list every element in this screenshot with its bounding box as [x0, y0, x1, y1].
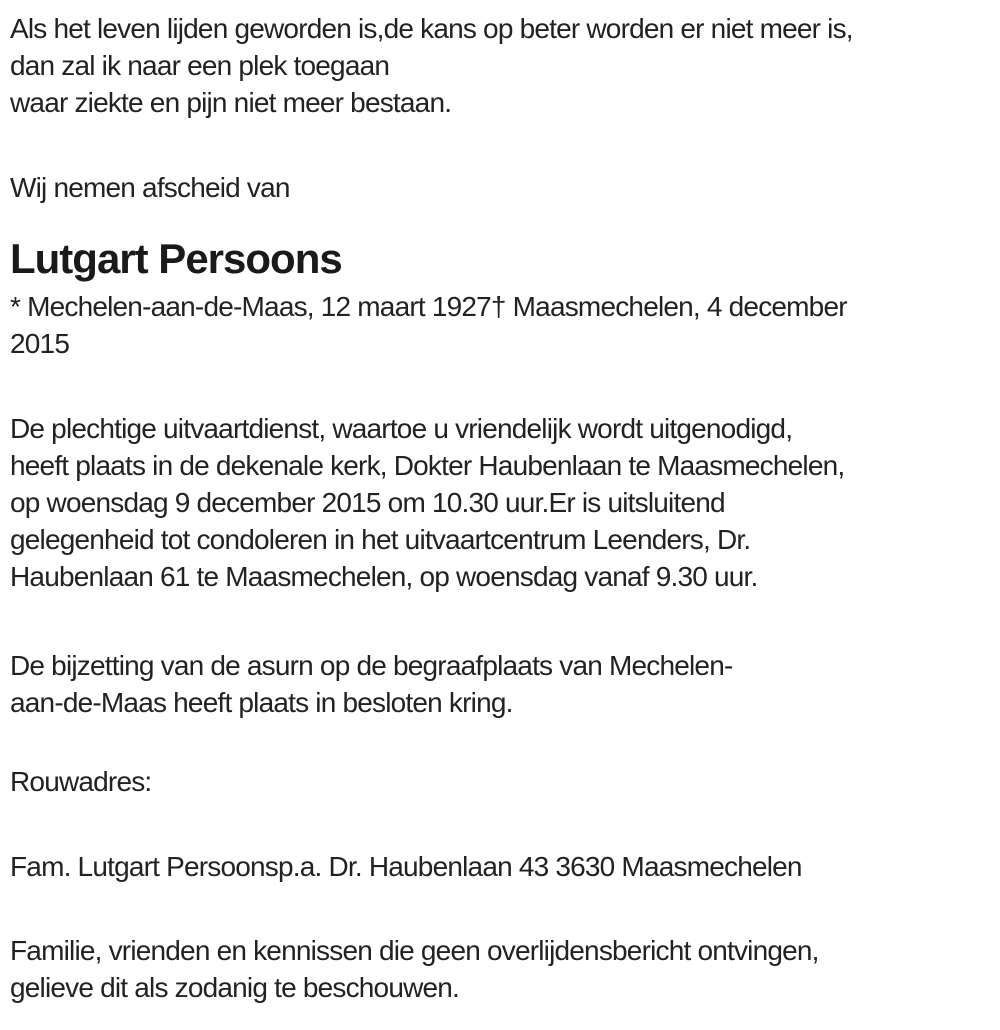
intro-text: Wij nemen afscheid van [10, 172, 290, 203]
funeral-service-line: gelegenheid tot condoleren in het uitvaartcentrum Leenders, Dr. [10, 524, 751, 555]
poem-line: waar ziekte en pijn niet meer bestaan. [10, 87, 452, 118]
life-dates-block [10, 288, 990, 362]
funeral-service-line: Haubenlaan 61 te Maasmechelen, op woensdag vanaf 9.30 uur. [10, 561, 758, 592]
deceased-name: Lutgart Persoons [10, 235, 342, 282]
life-dates-line: * Mechelen-aan-de-Maas, 12 maart 1927† Maasmechelen, 4 december [10, 291, 847, 322]
funeral-service-line: heeft plaats in de dekenale kerk, Dokter Haubenlaan te Maasmechelen, [10, 450, 845, 481]
funeral-service-line: op woensdag 9 december 2015 om 10.30 uur.Er is uitsluitend [10, 487, 725, 518]
closing-line: gelieve dit als zodanig te beschouwen. [10, 972, 460, 1003]
poem-line: dan zal ik naar een plek toegaan [10, 50, 390, 81]
poem-block [10, 10, 990, 121]
closing-paragraph [10, 932, 990, 1006]
life-dates-line: 2015 [10, 328, 70, 359]
burial-paragraph [10, 647, 990, 721]
funeral-service-paragraph [10, 410, 990, 595]
mourning-address-label: Rouwadres: [10, 766, 152, 797]
burial-line: aan-de-Maas heeft plaats in besloten kring. [10, 687, 513, 718]
mourning-address: Fam. Lutgart Persoonsp.a. Dr. Haubenlaan 43 3630 Maasmechelen [10, 851, 802, 882]
burial-line: De bijzetting van de asurn op de begraafplaats van Mechelen- [10, 650, 733, 681]
closing-line: Familie, vrienden en kennissen die geen overlijdensbericht ontvingen, [10, 935, 819, 966]
poem-line: Als het leven lijden geworden is,de kans op beter worden er niet meer is, [10, 13, 853, 44]
funeral-service-line: De plechtige uitvaartdienst, waartoe u vriendelijk wordt uitgenodigd, [10, 413, 793, 444]
